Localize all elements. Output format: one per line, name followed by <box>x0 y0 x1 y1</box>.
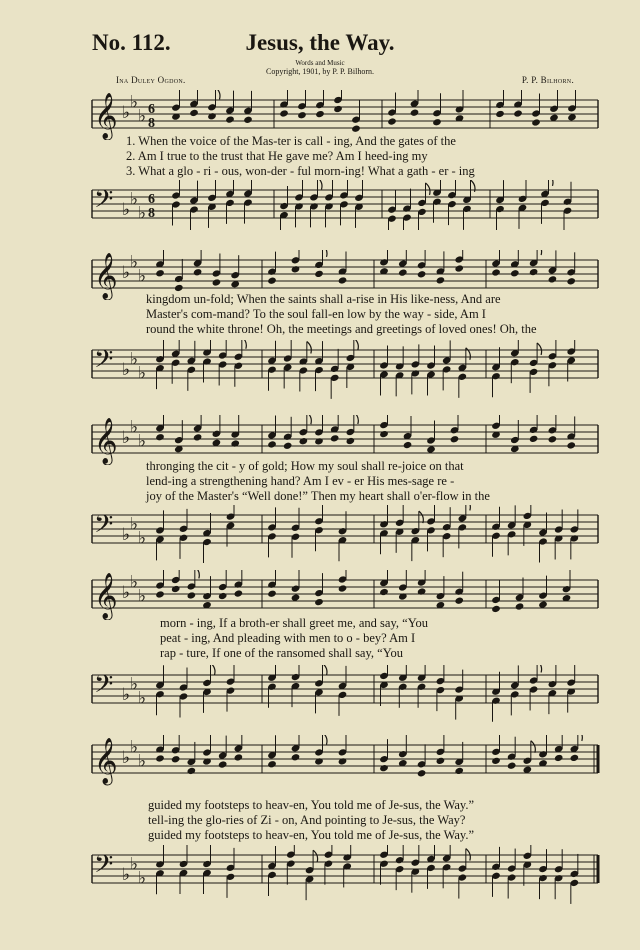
svg-text:6: 6 <box>148 102 155 117</box>
flat-icon: ♭ <box>122 583 131 603</box>
flat-icon: ♭ <box>130 737 139 758</box>
treble-clef-icon: 𝄞 <box>94 418 118 464</box>
treble-staff-system-3 <box>0 415 640 465</box>
lyric-line: guided my footsteps to heav-en, You told me of Je-sus, the Way.” <box>148 828 475 842</box>
bass-clef-icon: 𝄢 <box>94 510 114 545</box>
bass-staff-system-3 <box>0 505 640 565</box>
lyric-line: joy of the Master's “Well done!” Then my heart shall o'er-flow in the <box>146 489 490 503</box>
flat-icon: ♭ <box>138 586 147 607</box>
svg-text:8: 8 <box>148 206 155 221</box>
flat-icon: ♭ <box>122 360 131 380</box>
flat-icon: ♭ <box>138 528 147 549</box>
treble-staff-system-1 <box>0 90 640 140</box>
lyric-line: morn - ing, If a broth-er shall greet me, and say, “You <box>160 616 428 630</box>
lyric-line: Master's com-mand? To the soul fall-en low by the way - side, Am I <box>146 307 486 321</box>
bass-clef-icon: 𝄢 <box>94 670 114 705</box>
lyric-line: rap - ture, If one of the ransomed shall say, “You <box>160 646 403 660</box>
lyric-line: kingdom un-fold; When the saints shall a-rise in His like-ness, And are <box>146 292 501 306</box>
composer-credit: P. P. Bilhorn. <box>521 75 574 85</box>
flat-icon: ♭ <box>138 688 147 709</box>
svg-text:6: 6 <box>148 192 155 207</box>
treble-staff-system-4 <box>0 570 640 620</box>
lyricist-credit: Ina Duley Ogdon. <box>116 75 186 85</box>
staff-lines <box>92 260 598 288</box>
bass-clef-icon: 𝄢 <box>94 850 114 885</box>
treble-staff-system-5 <box>0 735 640 790</box>
copyright-notice: Copyright, 1901, by P. P. Bilhorn. <box>265 67 374 76</box>
flat-icon: ♭ <box>138 106 147 127</box>
flat-icon: ♭ <box>122 865 131 885</box>
lyric-line: round the white throne! Oh, the meetings and greetings of loved ones! Oh, the <box>146 322 537 336</box>
staff-lines <box>92 100 598 128</box>
bass-clef-icon: 𝄢 <box>94 345 114 380</box>
treble-clef-icon: 𝄞 <box>94 93 118 139</box>
flat-icon: ♭ <box>130 189 139 210</box>
lyrics-system-3 <box>0 459 640 507</box>
flat-icon: ♭ <box>130 417 139 438</box>
lyric-line: guided my footsteps to heav-en, You told me of Je-sus, the Way.” <box>148 798 475 812</box>
treble-clef-icon: 𝄞 <box>94 573 118 619</box>
flat-icon: ♭ <box>138 431 147 452</box>
lyric-line: tell-ing the glo-ries of Zi - on, And pointing to Je-sus, the Way? <box>148 813 466 827</box>
flat-icon: ♭ <box>122 685 131 705</box>
flat-icon: ♭ <box>138 203 147 224</box>
staff-lines <box>92 675 598 703</box>
lyric-line: 2. Am I true to the trust that He gave me? Am I heed-ing my <box>126 149 428 163</box>
flat-icon: ♭ <box>122 200 131 220</box>
flat-icon: ♭ <box>122 263 131 283</box>
staff-lines <box>92 425 598 453</box>
flat-icon: ♭ <box>122 428 131 448</box>
bass-staff-system-5 <box>0 845 640 910</box>
flat-icon: ♭ <box>130 514 139 535</box>
words-and-music-credit: Words and Music <box>295 59 345 67</box>
flat-icon: ♭ <box>130 674 139 695</box>
lyric-line: 1. When the voice of the Mas-ter is call - ing, And the gates of the <box>126 134 456 148</box>
lyric-line: lend-ing a strengthening hand? Am I ev - er His mes-sage re - <box>146 474 455 488</box>
bass-staff-system-2 <box>0 340 640 400</box>
flat-icon: ♭ <box>138 751 147 772</box>
lyrics-system-2 <box>0 292 640 340</box>
lyric-line: peat - ing, And pleading with men to o - bey? Am I <box>160 631 416 645</box>
flat-icon: ♭ <box>122 103 131 123</box>
treble-clef-icon: 𝄞 <box>94 253 118 299</box>
flat-icon: ♭ <box>130 252 139 273</box>
staff-lines <box>92 580 598 608</box>
lyrics-system-4 <box>0 616 640 664</box>
flat-icon: ♭ <box>122 525 131 545</box>
lyrics-system-5 <box>0 798 640 846</box>
hymn-title: Jesus, the Way. <box>245 30 395 55</box>
bass-staff-system-1 <box>0 180 640 230</box>
bass-clef-icon: 𝄢 <box>94 185 114 220</box>
flat-icon: ♭ <box>138 363 147 384</box>
hymn-number: No. 112. <box>92 30 171 55</box>
staff-lines <box>92 350 598 378</box>
lyrics-system-1 <box>0 134 640 182</box>
flat-icon: ♭ <box>130 92 139 113</box>
flat-icon: ♭ <box>138 868 147 889</box>
svg-text:8: 8 <box>148 116 155 131</box>
treble-clef-icon: 𝄞 <box>94 738 118 784</box>
flat-icon: ♭ <box>130 572 139 593</box>
flat-icon: ♭ <box>130 349 139 370</box>
flat-icon: ♭ <box>122 748 131 768</box>
lyric-line: 3. What a glo - ri - ous, won-der - ful morn-ing! What a gath - er - ing <box>126 164 475 178</box>
bass-staff-system-4 <box>0 665 640 725</box>
flat-icon: ♭ <box>130 854 139 875</box>
lyric-line: thronging the cit - y of gold; How my soul shall re-joice on that <box>146 459 464 473</box>
flat-icon: ♭ <box>138 266 147 287</box>
